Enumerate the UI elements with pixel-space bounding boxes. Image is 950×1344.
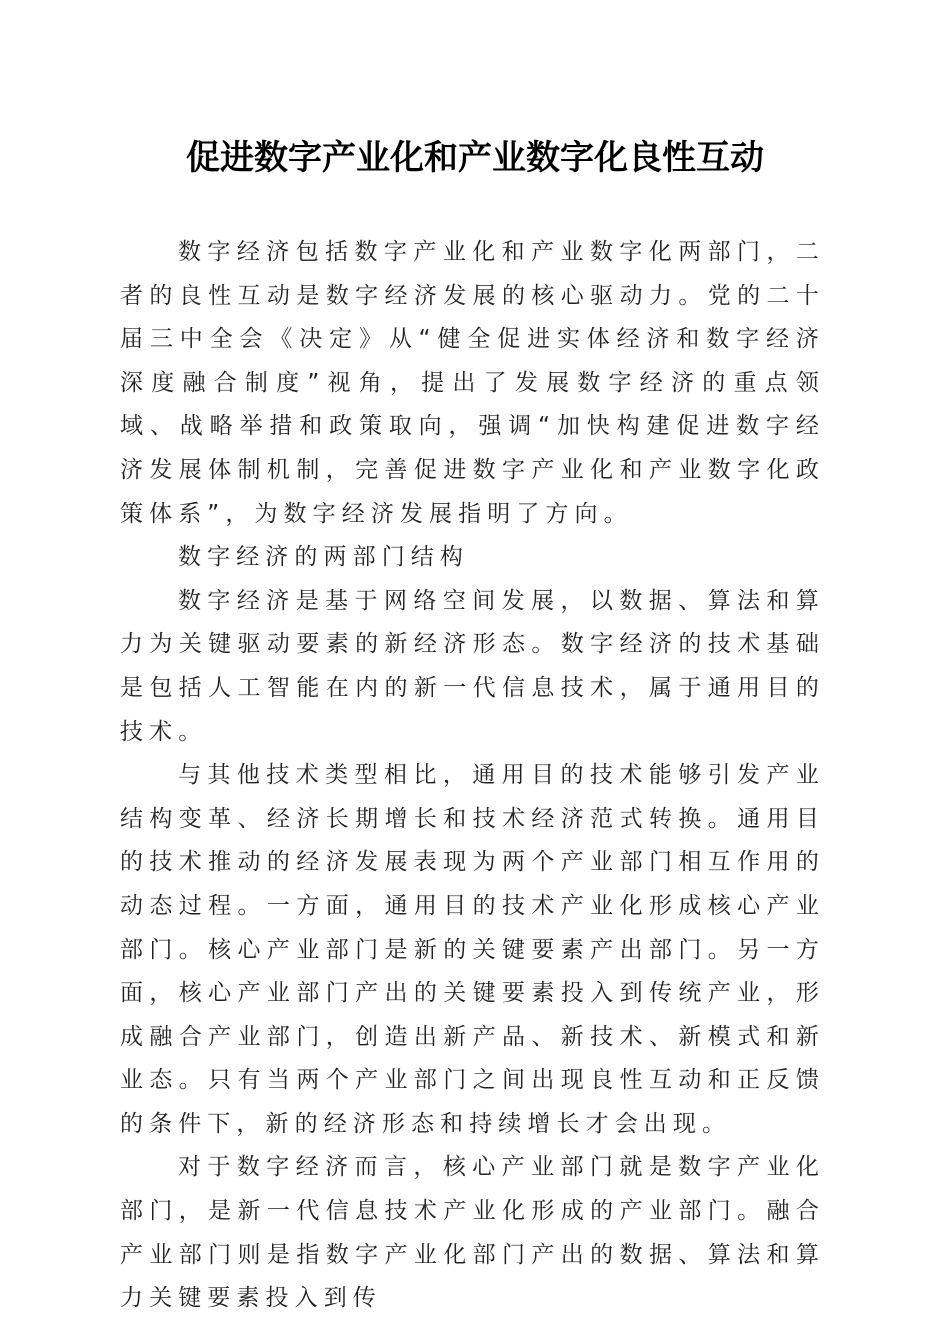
paragraph-general-purpose-tech: 与其他技术类型相比，通用目的技术能够引发产业结构变革、经济长期增长和技术经济范式转换。通用目的技术推动的经济发展表现为两个产业部门相互作用的动态过程。一方面，通用目的技术产业化形成核心产业部门。核心产业部门是新的关键要素产出部门。另一方面，核心产业部门产出的关键要素投入到传统产业，形成融合产业部门，创造出新产品、新技术、新模式和新业态。只有当两个产业部门之间出现良性互动和正反馈的条件下，新的经济形态和持续增长才会出现。 [120,762,825,1137]
paragraph-definition: 数字经济是基于网络空间发展，以数据、算法和算力为关键驱动要素的新经济形态。数字经济的技术基础是包括人工智能在内的新一代信息技术，属于通用目的技术。 [120,587,825,745]
document-body [120,231,825,1321]
paragraph-intro: 数字经济包括数字产业化和产业数字化两部门，二者的良性互动是数字经济发展的核心驱动力。党的二十届三中全会《决定》从“健全促进实体经济和数字经济深度融合制度”视角，提出了发展数字经济的重点领域、战略举措和政策取向，强调“加快构建促进数字经济发展体制机制，完善促进数字产业化和产业数字化政策体系”，为数字经济发展指明了方向。 [120,239,825,527]
document-title: 促进数字产业化和产业数字化良性互动 [186,138,764,178]
paragraph-core-sector: 对于数字经济而言，核心产业部门就是数字产业化部门，是新一代信息技术产业化形成的产业部门。融合产业部门则是指数字产业化部门产出的数据、算法和算力关键要素投入到传 [120,1154,825,1312]
section-heading: 数字经济的两部门结构 [178,544,469,571]
